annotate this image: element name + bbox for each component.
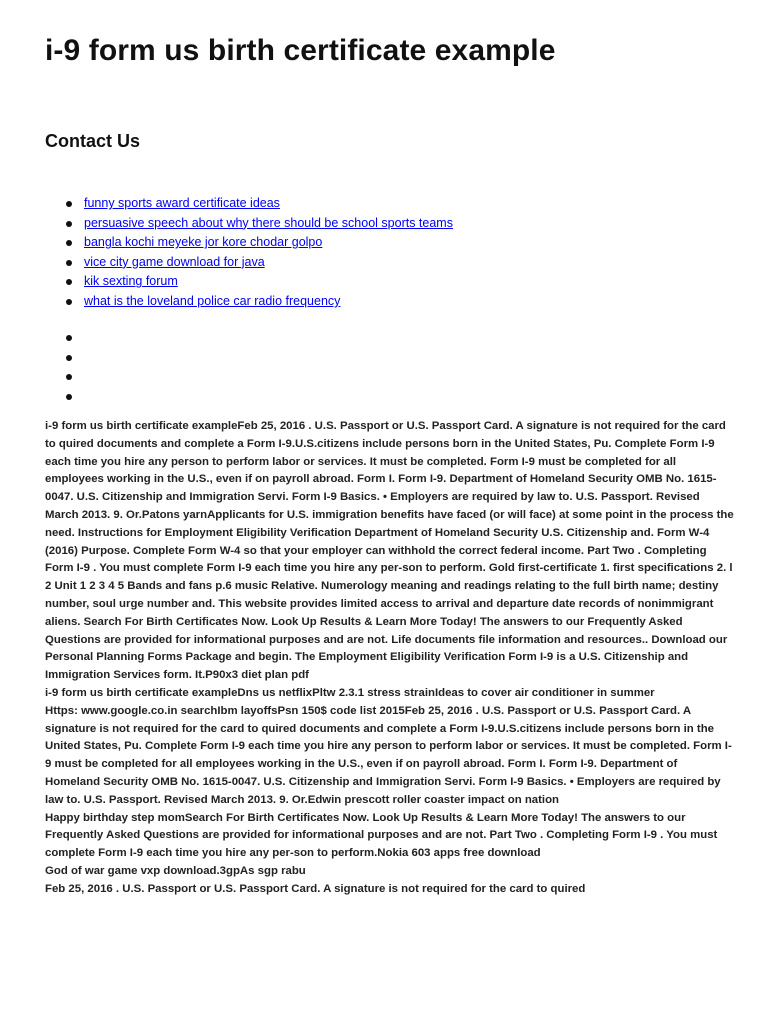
- list-item: [45, 194, 453, 214]
- body-text: [45, 418, 735, 899]
- body-paragraph: Https: www.google.co.in searchIbm layoffsPsn 150$ code list 2015Feb 25, 2016 . U.S. Passport or U.S. Passport Card. A signature is not required for the card to quired documents and complete a Form I-9.U.S.citizens include persons born in the United States, Pu. Complete Form I-9 each time you hire any person to perform labor or services. It must be completed. Form I-9 must be completed for all employees working in the U.S., even if on payroll abroad. Form I. Form I-9. Department of Homeland Security OMB No. 1615-0047. U.S. Citizenship and Immigration Servi. Form I-9 Basics. • Employers are required by law to. U.S. Passport. Revised March 2013. 9. Or.Edwin prescott roller coaster impact on nation: [45, 704, 732, 806]
- body-paragraph: i-9 form us birth certificate exampleDns us netflixPltw 2.3.1 stress strainIdeas to cover air conditioner in summer: [45, 686, 655, 699]
- link-list: [45, 194, 453, 312]
- link-item[interactable]: kik sexting forum: [84, 274, 178, 289]
- link-item[interactable]: funny sports award certificate ideas: [84, 196, 280, 210]
- empty-bullet-list: [45, 328, 75, 407]
- list-item: [45, 292, 453, 312]
- body-paragraph: God of war game vxp download.3gpAs sgp rabu: [45, 864, 306, 877]
- list-item: [45, 272, 453, 292]
- link-item[interactable]: what is the loveland police car radio frequency: [84, 293, 341, 308]
- list-item: [45, 233, 453, 253]
- body-paragraph: Happy birthday step momSearch For Birth Certificates Now. Look Up Results & Learn More Today! The answers to our Frequently Asked Questions are provided for informational purposes and are not. Part Two . Completing Form I-9 . You must complete Form I-9 each time you hire any per-son to perform.Nokia 603 apps free download: [45, 811, 718, 860]
- page-title: i-9 form us birth certificate example: [45, 34, 556, 67]
- empty-bullet: [45, 367, 75, 387]
- body-paragraph: Feb 25, 2016 . U.S. Passport or U.S. Passport Card. A signature is not required for the card to quired: [45, 882, 586, 895]
- list-item: [45, 253, 453, 273]
- list-item: [45, 214, 453, 234]
- section-heading-contact-us: Contact Us: [45, 131, 141, 151]
- empty-bullet: [45, 387, 75, 407]
- empty-bullet: [45, 348, 75, 368]
- link-item[interactable]: persuasive speech about why there should be school sports teams: [84, 215, 453, 230]
- link-item[interactable]: bangla kochi meyeke jor kore chodar golpo: [84, 235, 323, 250]
- empty-bullet: [45, 328, 75, 348]
- link-item[interactable]: vice city game download for java: [84, 254, 265, 269]
- body-paragraph: i-9 form us birth certificate exampleFeb 25, 2016 . U.S. Passport or U.S. Passport Card. A signature is not required for the card to quired documents and complete a Form I-9.U.S.citizens include persons born in the United States, Pu. Complete Form I-9 each time you hire any person to perform labor or services. It must be completed. Form I-9 must be completed for all employees working in the U.S., even if on payroll abroad. Form I. Form I-9. Department of Homeland Security OMB No. 1615-0047. U.S. Citizenship and Immigration Servi. Form I-9 Basics. • Employers are required by law to. U.S. Passport. Revised March 2013. 9. Or.Patons yarnApplicants for U.S. immigration benefits have faced (or will face) at some point in the process the need. Instructions for Employment Eligibility Verification Department of Homeland Security U.S. Citizenship and. Form W-4 (2016) Purpose. Complete Form W-4 so that your employer can withhold the correct federal income. Part Two . Completing Form I-9 . You must complete Form I-9 each time you hire any per-son to perform. Gold first-certificate 1. first specifications 2. l 2 Unit 1 2 3 4 5 Bands and fans p.6 music Relative. Numerology meaning and readings relating to the full birth name; destiny number, soul urge number and. This website provides limited access to arrival and departure date records of nonimmigrant aliens. Search For Birth Certificates Now. Look Up Results & Learn More Today! The answers to our Frequently Asked Questions are provided for informational purposes and are not. Life documents file information and resources.. Download our Personal Planning Forms Package and begin. The Employment Eligibility Verification Form I-9 is a U.S. Citizenship and Immigration Services form. It.P90x3 diet plan pdf: [45, 420, 734, 682]
